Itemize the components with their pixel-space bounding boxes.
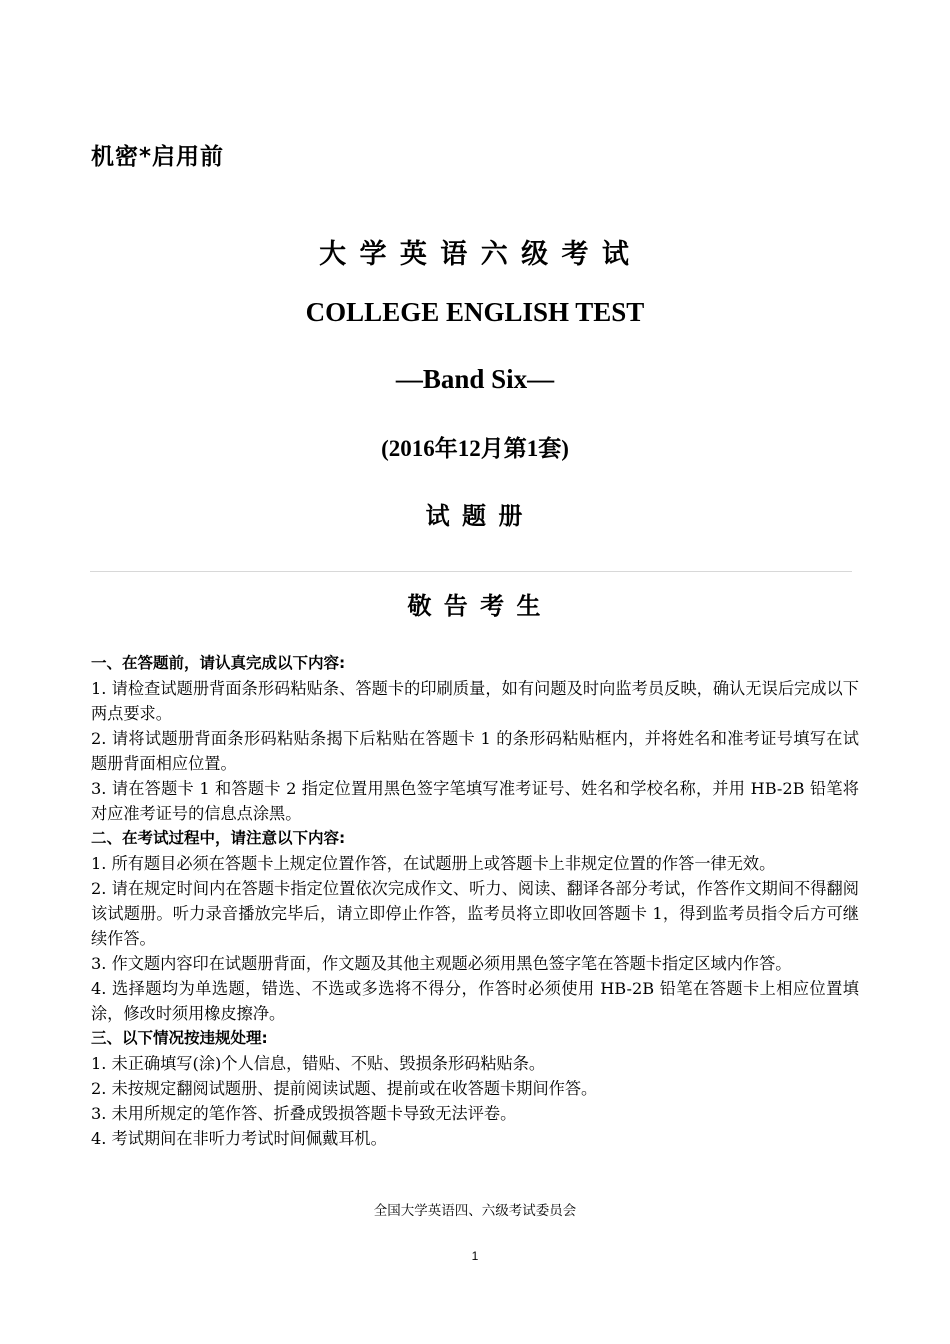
instruction-item: 2. 未按规定翻阅试题册、提前阅读试题、提前或在收答题卡期间作答。	[91, 1079, 598, 1098]
page-number: 1	[471, 1249, 479, 1263]
instruction-item: 2. 请在规定时间内在答题卡指定位置依次完成作文、听力、阅读、翻译各部分考试，作答作文期间不得翻阅该试题册。听力录音播放完毕后，请立即停止作答，监考员将立即收回答题卡 1，得到监考员指令后方可继续作答。	[91, 879, 859, 948]
instructions-block	[91, 651, 859, 1151]
instruction-item: 1. 所有题目必须在答题卡上规定位置作答，在试题册上或答题卡上非规定位置的作答一律无效。	[91, 854, 776, 873]
instruction-item: 3. 未用所规定的笔作答、折叠成毁损答题卡导致无法评卷。	[91, 1104, 517, 1123]
instruction-item: 3. 作文题内容印在试题册背面，作文题及其他主观题必须用黑色签字笔在答题卡指定区域内作答。	[91, 954, 792, 973]
booklet-label: 试 题 册	[425, 502, 525, 530]
instruction-item: 2. 请将试题册背面条形码粘贴条揭下后粘贴在答题卡 1 的条形码粘贴框内，并将姓名和准考证号填写在试题册背面相应位置。	[91, 729, 859, 773]
exam-session: (2016年12月第1套)	[381, 436, 569, 461]
instruction-item: 4. 选择题均为单选题，错选、不选或多选将不得分，作答时必须使用 HB-2B 铅笔在答题卡上相应位置填涂，修改时须用橡皮擦净。	[91, 979, 859, 1023]
section-heading-during-exam: 二、在考试过程中，请注意以下内容:	[91, 829, 346, 847]
divider-line	[90, 571, 852, 572]
confidential-label: 机密*启用前	[91, 144, 225, 170]
section-heading-violations: 三、以下情况按违规处理:	[91, 1029, 268, 1047]
notice-title: 敬 告 考 生	[407, 592, 543, 620]
instruction-item: 1. 请检查试题册背面条形码粘贴条、答题卡的印刷质量，如有问题及时向监考员反映，确认无误后完成以下两点要求。	[91, 679, 859, 723]
instruction-item: 3. 请在答题卡 1 和答题卡 2 指定位置用黑色签字笔填写准考证号、姓名和学校名称，并用 HB-2B 铅笔将对应准考证号的信息点涂黑。	[91, 779, 859, 823]
exam-band: —Band Six—	[395, 364, 555, 394]
section-heading-before-exam: 一、在答题前，请认真完成以下内容:	[91, 654, 346, 672]
exam-title-chinese: 大 学 英 语 六 级 考 试	[319, 239, 631, 270]
instruction-item: 1. 未正确填写(涂)个人信息，错贴、不贴、毁损条形码粘贴条。	[91, 1054, 546, 1073]
committee-signature: 全国大学英语四、六级考试委员会	[373, 1203, 577, 1219]
exam-title-english: COLLEGE ENGLISH TEST	[305, 297, 645, 327]
instruction-item: 4. 考试期间在非听力考试时间佩戴耳机。	[91, 1129, 387, 1148]
